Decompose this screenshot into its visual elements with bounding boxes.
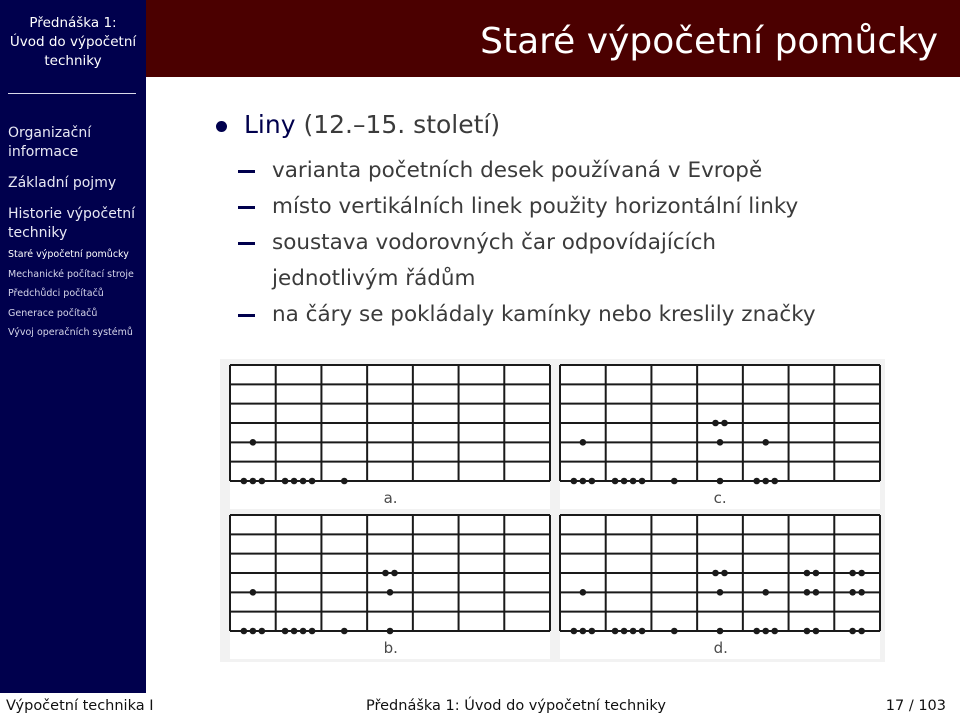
counter-stone [849, 628, 856, 635]
counter-stone [387, 628, 394, 635]
counter-stone [639, 628, 646, 635]
list-item [272, 153, 816, 189]
counter-stone [721, 570, 728, 577]
sidebar-item-label: informace [8, 144, 79, 160]
counter-stone [589, 628, 596, 635]
counter-stone [671, 478, 678, 485]
counter-stone [612, 478, 619, 485]
counter-stone [858, 570, 865, 577]
dash-icon [238, 242, 255, 245]
counter-stone [571, 628, 578, 635]
counter-stone [309, 628, 316, 635]
counter-stone [762, 439, 769, 446]
sidebar-item-label: Organizační [8, 125, 92, 141]
panel-label: a. [383, 489, 398, 507]
frame-header [146, 0, 960, 77]
footer-lecture-title[interactable]: Přednáška 1: Úvod do výpočetní techniky [366, 698, 666, 714]
counter-stone [291, 628, 298, 635]
counting-lines-figure [220, 359, 885, 662]
counter-stone [589, 478, 596, 485]
counter-stone [621, 478, 628, 485]
counter-stone [282, 478, 289, 485]
counter-stone [630, 478, 637, 485]
abacus-panel [560, 365, 880, 509]
lecture-title-line: Přednáška 1: [29, 15, 117, 31]
sidebar-navigation [0, 0, 146, 693]
abacus-panel [230, 515, 550, 659]
counter-stone [309, 478, 316, 485]
counter-stone [250, 478, 257, 485]
counter-stone [771, 478, 778, 485]
counter-stone [259, 628, 266, 635]
counter-stone [387, 589, 394, 596]
counter-stone [858, 589, 865, 596]
panel-label: b. [383, 639, 398, 657]
counter-stone [282, 628, 289, 635]
counter-stone [721, 420, 728, 427]
sidebar-subitem-predchudci[interactable]: Předchůdci počítačů [8, 288, 104, 299]
counter-stone [241, 628, 248, 635]
lecture-title-line: Úvod do výpočetní [9, 34, 137, 50]
counter-stone [717, 628, 724, 635]
footer-course-title[interactable]: Výpočetní technika I [6, 698, 154, 714]
counter-stone [391, 570, 398, 577]
counter-stone [341, 478, 348, 485]
counter-stone [291, 478, 298, 485]
counter-stone [771, 628, 778, 635]
counter-stone [250, 439, 257, 446]
counter-stone [717, 478, 724, 485]
dash-icon [238, 170, 255, 173]
abacus-panel [560, 515, 880, 659]
sidebar-item-label: Historie výpočetní [8, 206, 136, 222]
counter-stone [762, 478, 769, 485]
counter-stone [717, 589, 724, 596]
counter-stone [250, 589, 257, 596]
panel-label: d. [713, 639, 728, 657]
counter-stone [630, 628, 637, 635]
sidebar-subitem-vyvoj-os[interactable]: Vývoj operačních systémů [8, 327, 133, 338]
bullet-keyword: Liny [244, 110, 296, 139]
counter-stone [849, 589, 856, 596]
sidebar-item-label: techniky [8, 225, 68, 241]
counter-stone [804, 570, 811, 577]
bullet-text: (12.–15. století) [295, 110, 501, 139]
counter-stone [382, 570, 389, 577]
bullet-icon [216, 121, 227, 132]
abacus-panel [230, 365, 550, 509]
counter-stone [849, 570, 856, 577]
footer-page-number: 17 / 103 [885, 698, 946, 714]
counter-stone [858, 628, 865, 635]
sidebar-outline [8, 124, 144, 343]
sidebar-subitem-generace[interactable]: Generace počítačů [8, 307, 98, 319]
sidebar-item-zakladni-pojmy[interactable] [8, 174, 144, 193]
counter-stone [813, 570, 820, 577]
counter-stone [250, 628, 257, 635]
counter-stone [571, 478, 578, 485]
counter-stone [621, 628, 628, 635]
counter-stone [804, 589, 811, 596]
sidebar-item-historie[interactable] [8, 205, 144, 243]
counter-stone [813, 589, 820, 596]
sidebar-divider [8, 93, 136, 94]
counter-stone [612, 628, 619, 635]
counter-stone [762, 589, 769, 596]
counter-stone [241, 478, 248, 485]
counter-stone [300, 478, 307, 485]
list-item-text: na čáry se pokládaly kamínky nebo kreslily značky [272, 302, 816, 327]
counter-stone [259, 478, 266, 485]
counter-stone [580, 628, 587, 635]
sub-bullet-list [272, 153, 816, 333]
list-item-text: soustava vodorovných čar odpovídajících [272, 230, 717, 255]
counter-stone [712, 570, 719, 577]
sidebar-subitem-stare-pomucky[interactable]: Staré výpočetní pomůcky [8, 249, 129, 260]
counter-stone [580, 439, 587, 446]
list-item [272, 189, 816, 225]
footer-bar [0, 693, 960, 720]
counter-stone [804, 628, 811, 635]
counter-stone [639, 478, 646, 485]
dash-icon [238, 206, 255, 209]
panel-label: c. [713, 489, 727, 507]
counter-stone [813, 628, 820, 635]
list-item-text: jednotlivým řádům [272, 266, 476, 291]
list-item [272, 297, 816, 333]
list-item-text: místo vertikálních linek použity horizontální linky [272, 194, 799, 219]
counter-stone [753, 478, 760, 485]
counter-stone [341, 628, 348, 635]
frame-title: Staré výpočetní pomůcky [480, 21, 938, 62]
list-item-text: varianta početních desek používaná v Evropě [272, 158, 763, 183]
counter-stone [762, 628, 769, 635]
list-item [272, 225, 816, 297]
lecture-title[interactable] [8, 14, 138, 71]
counter-stone [717, 439, 724, 446]
lecture-title-line: techniky [44, 53, 102, 69]
sidebar-item-organizacni-informace[interactable] [8, 124, 144, 162]
sidebar-subitem-mechanicke-stroje[interactable]: Mechanické počítací stroje [8, 268, 134, 280]
slide-content [146, 77, 960, 693]
counter-stone [300, 628, 307, 635]
counter-stone [712, 420, 719, 427]
counter-stone [580, 589, 587, 596]
sidebar-item-label: Základní pojmy [8, 175, 117, 191]
counter-stone [580, 478, 587, 485]
dash-icon [238, 314, 255, 317]
counter-stone [671, 628, 678, 635]
counter-stone [753, 628, 760, 635]
